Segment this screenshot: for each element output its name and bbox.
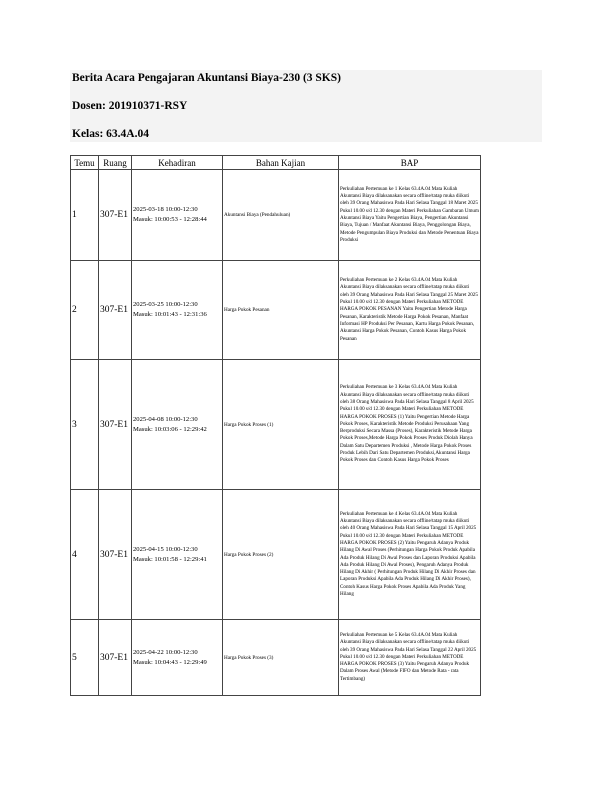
attendance-text: Masuk: 10:03:06 - 12:29:42 xyxy=(133,425,207,433)
cell-temu: 3 xyxy=(71,360,99,490)
schedule-text: 2025-03-18 10:00-12:30 xyxy=(133,206,198,213)
schedule-text: 2025-04-22 10:00-12:30 xyxy=(133,648,198,656)
lecturer-line: Dosen: 201910371-RSY xyxy=(72,100,188,112)
column-header-temu: Temu xyxy=(71,156,99,170)
cell-temu: 1 xyxy=(71,170,99,261)
attendance-text: Masuk: 10:00:53 - 12:28:44 xyxy=(133,216,207,223)
document-title: Berita Acara Pengajaran Akuntansi Biaya-230 (3 SKS) xyxy=(72,72,341,84)
table-row xyxy=(71,261,481,360)
attendance-text: Masuk: 10:01:43 - 12:31:36 xyxy=(133,311,207,318)
cell-kehadiran xyxy=(132,620,223,696)
cell-kehadiran xyxy=(132,170,223,261)
cell-bap: Perkuliahan Pertemuan ke 2 Kelas 63.4A.04 Mata Kuliah Akuntansi Biaya dilaksanakan secara offline/tatap muka diikuti oleh 39 Orang Mahasiswa Pada Hari Selasa Tanggal 25 Maret 2025 Pukul 10.00 s/d 12.30 dengan Materi Perkuliahan METODE HARGA POKOK PESANAN Yaitu Pengertian Metode Harga Pesanan, Karakteristik Metode Harga Pokok Pesanan, Manfaat Informasi HP Produksi Per Pesanan, Kartu Harga Pokok Pesanan, Akuntansi Harga Pokok Pesanan, Contoh Kasus Harga Pokok Pesanan xyxy=(339,261,481,360)
column-header-bahan-kajian: Bahan Kajian xyxy=(223,156,339,170)
cell-kehadiran xyxy=(132,490,223,620)
cell-temu: 2 xyxy=(71,261,99,360)
cell-ruang: 307-E1 xyxy=(99,360,132,490)
table-row xyxy=(71,170,481,261)
cell-bahan-kajian: Harga Pokok Pesanan xyxy=(223,261,339,360)
cell-kehadiran xyxy=(132,261,223,360)
cell-bahan-kajian: Harga Pokok Proses (3) xyxy=(223,620,339,696)
schedule-text: 2025-04-15 10:00-12:30 xyxy=(133,545,198,553)
bap-table xyxy=(70,155,481,696)
cell-bap: Perkuliahan Pertemuan ke 4 Kelas 63.4A.04 Mata Kuliah Akuntansi Biaya dilaksanakan secara offline/tatap muka diikuti oleh 40 Orang Mahasiswa Pada Hari Selasa Tanggal 15 April 2025 Pukul 10.00 s/d 12.30 dengan Materi Perkuliahan METODE HARGA POKOK PROSES (2) Yaitu Pengaruh Adanya Produk Hilang Di Awal Proses (Perhitungan Harga Pokok Produk Apabila Ada Produk Hilang Di Awal Proses dan Laporan Produksi Apabila Ada Produk Hilang Di Awal Proses), Pengaruh Adanya Produk Hilang Di Akhir ( Perhitungan Produk Hilang Di Akhir Proses dan Laporan Produksi Apabila Ada Produk Hilang Di Akhir Proses), Contoh Kasus Harga Pokok Proses Apabila Ada Produk Yang Hilang xyxy=(339,490,481,620)
table-header-row xyxy=(71,156,481,170)
cell-temu: 4 xyxy=(71,490,99,620)
column-header-ruang: Ruang xyxy=(99,156,132,170)
cell-bahan-kajian: Harga Pokok Proses (1) xyxy=(223,360,339,490)
cell-ruang: 307-E1 xyxy=(99,170,132,261)
cell-temu: 5 xyxy=(71,620,99,696)
table-row xyxy=(71,490,481,620)
table-row xyxy=(71,360,481,490)
cell-ruang: 307-E1 xyxy=(99,490,132,620)
cell-ruang: 307-E1 xyxy=(99,261,132,360)
cell-bahan-kajian: Harga Pokok Proses (2) xyxy=(223,490,339,620)
attendance-text: Masuk: 10:04:43 - 12:29:49 xyxy=(133,658,207,666)
table-row xyxy=(71,620,481,696)
cell-kehadiran xyxy=(132,360,223,490)
schedule-text: 2025-04-08 10:00-12:30 xyxy=(133,415,198,423)
cell-bap: Perkuliahan Pertemuan ke 3 Kelas 63.4A.04 Mata Kuliah Akuntansi Biaya dilaksanakan secara offline/tatap muka diikuti oleh 38 Orang Mahasiswa Pada Hari Selasa Tanggal 8 April 2025 Pukul 10.00 s/d 12.30 dengan Materi Perkuliahan METODE HARGA POKOK PROSES (1) Yaitu Pengertian Metode Harga Pokok Proses, Karakteristik Metode Produksi Perusahaan Yang Berproduksi Secara Massa (Proses), Karakteristik Metode Harga Pokok Proses,Metode Harga Pokok Proses Produk Diolah Hanya Dalam Satu Departemen Produksi , Metode Harga Pokok Proses Produk Lebih Dari Satu Departemen Produksi,Akuntansi Harga Pokok Proses dan Contoh Kasus Harga Pokok Proses xyxy=(339,360,481,490)
cell-bap: Perkuliahan Pertemuan ke 1 Kelas 63.4A.04 Mata Kuliah Akuntansi Biaya dilaksanakan secara offline/tatap muka diikuti oleh 39 Orang Mahasiswa Pada Hari Selasa Tanggal 18 Maret 2025 Pukul 10.00 s/d 12.30 dengan Materi Perkuliahan Gambaran Umum Akuntansi Biaya Yaitu Pengertian Biaya, Pengertian Akuntansi Biaya, Tujuan / Manfaat Akuntansi Biaya, Penggolongan Biaya, Metode Pengumpulan Biaya Produksi dan Metode Penentuan Biaya Produksi xyxy=(339,170,481,261)
cell-bap: Perkuliahan Pertemuan ke 5 Kelas 63.4A.04 Mata Kuliah Akuntansi Biaya dilaksanakan secara offline/tatap muka diikuti oleh 39 Orang Mahasiswa Pada Hari Selasa Tanggal 22 April 2025 Pukul 10.00 s/d 12.30 dengan Materi Perkuliahan METODE HARGA POKOK PROSES (3) Yaitu Pengaruh Adanya Produk Dalam Proses Awal (Metode FIFO dan Metode Rata - rata Tertimbang) xyxy=(339,620,481,696)
cell-ruang: 307-E1 xyxy=(99,620,132,696)
attendance-text: Masuk: 10:01:58 - 12:29:41 xyxy=(133,555,207,563)
column-header-bap: BAP xyxy=(339,156,481,170)
column-header-kehadiran: Kehadiran xyxy=(132,156,223,170)
schedule-text: 2025-03-25 10:00-12:30 xyxy=(133,301,198,308)
cell-bahan-kajian: Akuntansi Biaya (Pendahuluan) xyxy=(223,170,339,261)
class-line: Kelas: 63.4A.04 xyxy=(72,128,149,140)
